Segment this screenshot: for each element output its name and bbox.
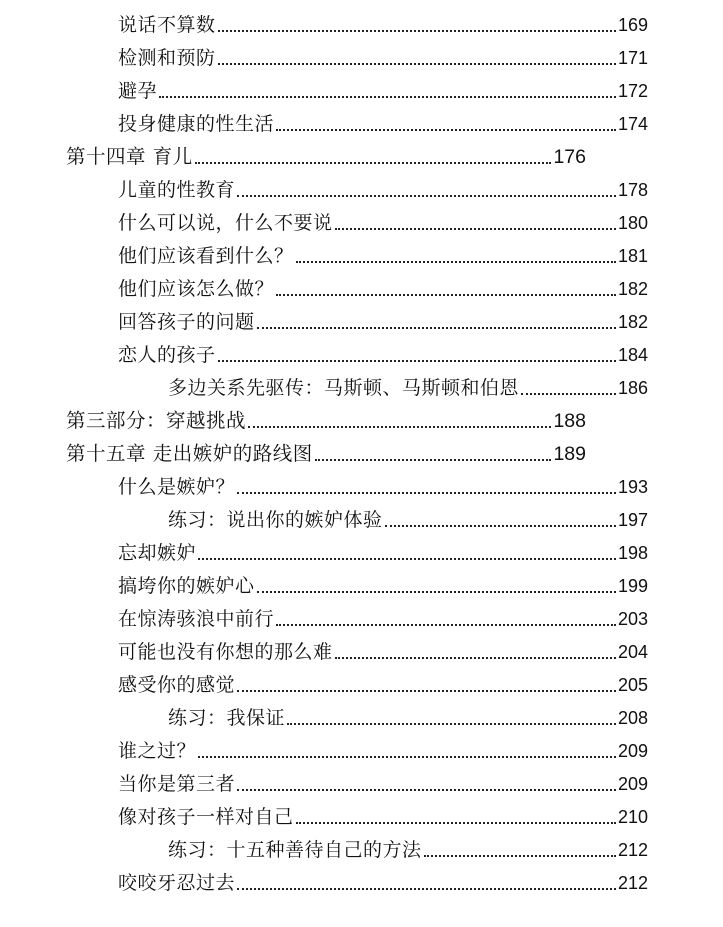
dot-leader <box>218 10 616 40</box>
toc-entry[interactable] <box>118 208 648 238</box>
dot-leader <box>237 472 616 502</box>
toc-entry-page: 208 <box>617 708 648 728</box>
toc-entry[interactable] <box>118 736 648 766</box>
toc-entry-title: 忘却嫉妒 <box>118 542 197 564</box>
dot-leader <box>424 835 616 865</box>
toc-entry[interactable] <box>118 307 648 337</box>
toc-subentry[interactable] <box>168 505 648 535</box>
toc-entry-title: 投身健康的性生活 <box>118 113 275 135</box>
toc-entry-title: 可能也没有你想的那么难 <box>118 641 333 663</box>
dot-leader <box>237 670 616 700</box>
toc-entry[interactable] <box>118 868 648 898</box>
toc-entry-title: 练习：十五种善待自己的方法 <box>168 839 422 861</box>
toc-entry-page: 171 <box>617 48 648 68</box>
toc-entry-title: 检测和预防 <box>118 47 216 69</box>
toc-entry-page: 199 <box>617 576 648 596</box>
toc-part-entry[interactable] <box>66 406 586 436</box>
dot-leader <box>335 208 616 238</box>
dot-leader <box>237 175 616 205</box>
toc-entry-title: 谁之过？ <box>118 740 197 762</box>
dot-leader <box>287 703 616 733</box>
toc-entry-title: 他们应该看到什么？ <box>118 245 294 267</box>
dot-leader <box>276 274 616 304</box>
toc-entry-page: 172 <box>617 81 648 101</box>
dot-leader <box>315 439 552 469</box>
dot-leader <box>276 604 616 634</box>
dot-leader <box>237 769 616 799</box>
toc-entry-page: 176 <box>553 146 586 168</box>
toc-entry-page: 209 <box>617 741 648 761</box>
toc-entry-title: 第三部分：穿越挑战 <box>66 409 247 432</box>
dot-leader <box>218 43 616 73</box>
toc-entry-page: 180 <box>617 213 648 233</box>
toc-entry-title: 像对孩子一样对自己 <box>118 806 294 828</box>
toc-entry-page: 186 <box>617 378 648 398</box>
dot-leader <box>296 802 616 832</box>
toc-entry-page: 193 <box>617 477 648 497</box>
dot-leader <box>296 241 616 271</box>
dot-leader <box>257 307 616 337</box>
dot-leader <box>198 736 616 766</box>
toc-entry-title: 说话不算数 <box>118 14 216 36</box>
toc-entry-page: 182 <box>617 312 648 332</box>
toc-entry-title: 练习：我保证 <box>168 707 286 729</box>
toc-subentry[interactable] <box>168 373 648 403</box>
toc-entry-page: 189 <box>553 443 586 465</box>
toc-entry-page: 178 <box>617 180 648 200</box>
toc-entry[interactable] <box>118 472 648 502</box>
toc-entry-title: 避孕 <box>118 80 158 102</box>
toc-entry[interactable] <box>118 340 648 370</box>
toc-entry-page: 212 <box>617 873 648 893</box>
toc-entry[interactable] <box>118 241 648 271</box>
dot-leader <box>159 76 616 106</box>
toc-entry-title: 咬咬牙忍过去 <box>118 872 236 894</box>
toc-entry-page: 169 <box>617 15 648 35</box>
toc-entry[interactable] <box>118 274 648 304</box>
toc-chapter-entry[interactable] <box>66 439 586 469</box>
toc-entry-title: 儿童的性教育 <box>118 179 236 201</box>
dot-leader <box>257 571 616 601</box>
toc-subentry[interactable] <box>168 703 648 733</box>
toc-subentry[interactable] <box>168 835 648 865</box>
toc-entry-title: 什么是嫉妒？ <box>118 476 236 498</box>
dot-leader <box>276 109 616 139</box>
toc-entry-page: 197 <box>617 510 648 530</box>
toc-entry[interactable] <box>118 76 648 106</box>
toc-entry-page: 212 <box>617 840 648 860</box>
toc-entry-page: 188 <box>553 410 586 432</box>
toc-entry-page: 181 <box>617 246 648 266</box>
dot-leader <box>521 373 616 403</box>
toc-entry-title: 在惊涛骇浪中前行 <box>118 608 275 630</box>
toc-entry[interactable] <box>118 175 648 205</box>
toc-entry-title: 当你是第三者 <box>118 773 236 795</box>
toc-entry-title: 第十五章 走出嫉妒的路线图 <box>66 442 313 465</box>
toc-entry-page: 198 <box>617 543 648 563</box>
toc-entry-page: 205 <box>617 675 648 695</box>
toc-entry[interactable] <box>118 43 648 73</box>
toc-entry-title: 恋人的孩子 <box>118 344 216 366</box>
toc-entry-page: 184 <box>617 345 648 365</box>
toc-entry[interactable] <box>118 538 648 568</box>
toc-entry[interactable] <box>118 769 648 799</box>
toc-entry-title: 回答孩子的问题 <box>118 311 255 333</box>
dot-leader <box>218 340 616 370</box>
toc-entry-title: 练习：说出你的嫉妒体验 <box>168 509 383 531</box>
dot-leader <box>237 868 616 898</box>
toc-entry-title: 感受你的感觉 <box>118 674 236 696</box>
dot-leader <box>198 538 616 568</box>
toc-entry[interactable] <box>118 637 648 667</box>
toc-entry-title: 搞垮你的嫉妒心 <box>118 575 255 597</box>
toc-entry-page: 182 <box>617 279 648 299</box>
toc-entry[interactable] <box>118 670 648 700</box>
toc-entry[interactable] <box>118 802 648 832</box>
dot-leader <box>385 505 616 535</box>
toc-entry-title: 什么可以说，什么不要说 <box>118 212 333 234</box>
toc-entry-page: 174 <box>617 114 648 134</box>
toc-entry[interactable] <box>118 109 648 139</box>
toc-entry-title: 多边关系先驱传：马斯顿、马斯顿和伯恩 <box>168 377 520 399</box>
toc-entry-page: 204 <box>617 642 648 662</box>
toc-entry-page: 209 <box>617 774 648 794</box>
toc-entry-title: 他们应该怎么做？ <box>118 278 275 300</box>
toc-entry[interactable] <box>118 604 648 634</box>
toc-entry-title: 第十四章 育儿 <box>66 145 193 168</box>
dot-leader <box>335 637 616 667</box>
toc-entry[interactable] <box>118 10 648 40</box>
dot-leader <box>195 142 552 172</box>
toc-entry-page: 210 <box>617 807 648 827</box>
dot-leader <box>248 406 551 436</box>
toc-entry-page: 203 <box>617 609 648 629</box>
toc-entry[interactable] <box>118 571 648 601</box>
toc-chapter-entry[interactable] <box>66 142 586 172</box>
